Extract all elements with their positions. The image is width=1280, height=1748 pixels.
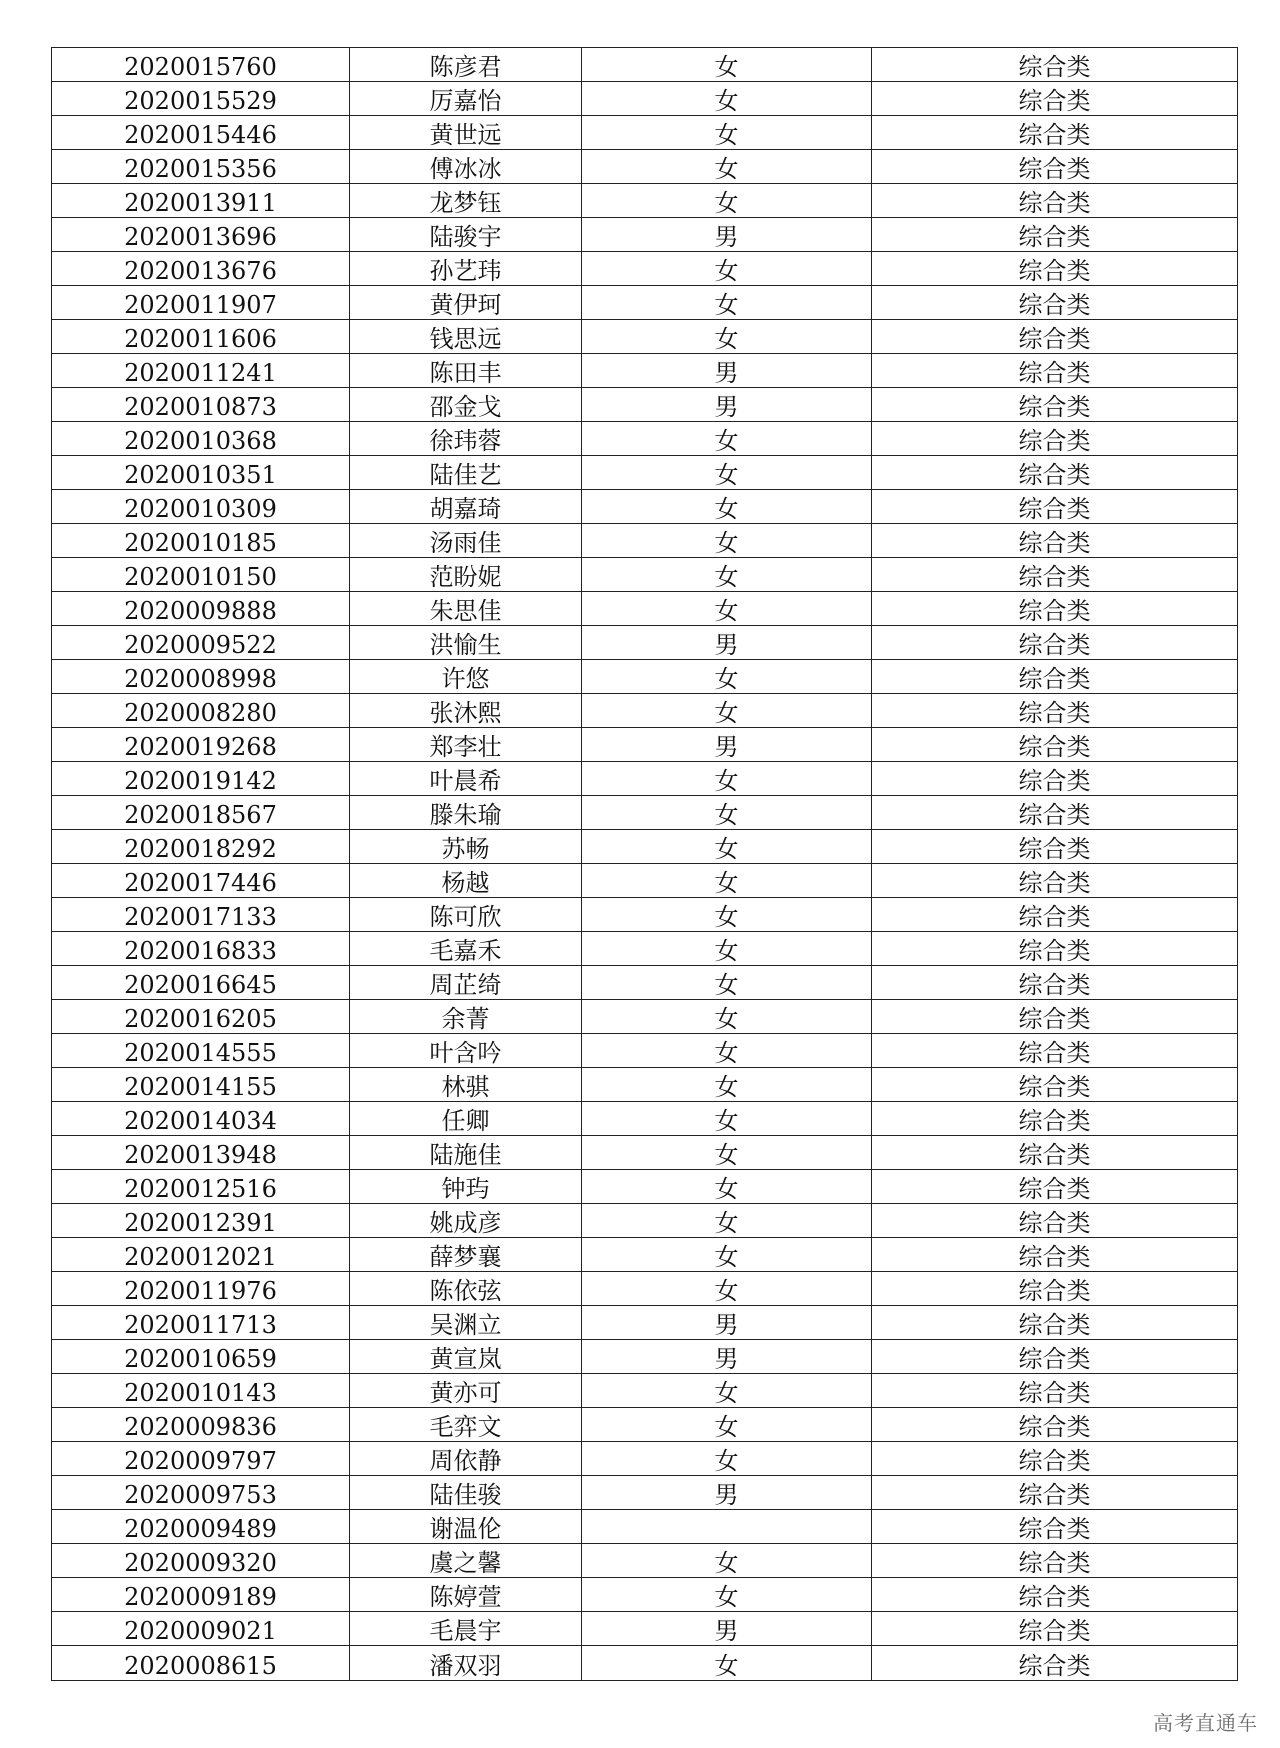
student-id-cell: 2020018567: [52, 796, 350, 830]
student-name-cell: 陈彦君: [350, 48, 582, 82]
category-cell: 综合类: [872, 796, 1238, 830]
student-name-cell: 苏畅: [350, 830, 582, 864]
student-id-cell: 2020009021: [52, 1612, 350, 1646]
student-id-cell: 2020010150: [52, 558, 350, 592]
student-name-cell: 黄亦可: [350, 1374, 582, 1408]
student-id-cell: 2020019142: [52, 762, 350, 796]
student-id-cell: 2020011976: [52, 1272, 350, 1306]
student-id-cell: 2020009522: [52, 626, 350, 660]
gender-cell: 女: [582, 1374, 872, 1408]
table-row: [52, 184, 1238, 218]
table-row: [52, 966, 1238, 1000]
student-name-cell: 张沐熙: [350, 694, 582, 728]
gender-cell: 女: [582, 558, 872, 592]
table-row: [52, 1306, 1238, 1340]
student-id-cell: 2020015446: [52, 116, 350, 150]
gender-cell: 女: [582, 694, 872, 728]
student-name-cell: 陆施佳: [350, 1136, 582, 1170]
gender-cell: 女: [582, 82, 872, 116]
category-cell: 综合类: [872, 1374, 1238, 1408]
student-name-cell: 郑李壮: [350, 728, 582, 762]
gender-cell: 男: [582, 1340, 872, 1374]
student-name-cell: 钱思远: [350, 320, 582, 354]
table-row: [52, 660, 1238, 694]
category-cell: 综合类: [872, 1170, 1238, 1204]
table-row: [52, 626, 1238, 660]
student-id-cell: 2020010873: [52, 388, 350, 422]
table-row: [52, 1612, 1238, 1646]
student-id-cell: 2020008615: [52, 1646, 350, 1681]
category-cell: 综合类: [872, 762, 1238, 796]
student-id-cell: 2020017446: [52, 864, 350, 898]
gender-cell: 男: [582, 354, 872, 388]
student-id-cell: 2020013696: [52, 218, 350, 252]
table-row: [52, 1476, 1238, 1510]
table-row: [52, 1646, 1238, 1681]
student-id-cell: 2020008280: [52, 694, 350, 728]
student-id-cell: 2020009489: [52, 1510, 350, 1544]
gender-cell: 女: [582, 184, 872, 218]
category-cell: 综合类: [872, 1646, 1238, 1681]
category-cell: 综合类: [872, 626, 1238, 660]
table-row: [52, 1340, 1238, 1374]
table-row: [52, 150, 1238, 184]
student-name-cell: 周芷绮: [350, 966, 582, 1000]
gender-cell: 女: [582, 524, 872, 558]
category-cell: 综合类: [872, 592, 1238, 626]
student-name-cell: 钟玙: [350, 1170, 582, 1204]
table-row: [52, 728, 1238, 762]
student-name-cell: 厉嘉怡: [350, 82, 582, 116]
category-cell: 综合类: [872, 1612, 1238, 1646]
roster-table-body: [52, 48, 1238, 1681]
student-id-cell: 2020010368: [52, 422, 350, 456]
table-row: [52, 422, 1238, 456]
student-name-cell: 毛晨宇: [350, 1612, 582, 1646]
student-name-cell: 徐玮蓉: [350, 422, 582, 456]
student-name-cell: 许悠: [350, 660, 582, 694]
student-name-cell: 陈可欣: [350, 898, 582, 932]
student-id-cell: 2020009753: [52, 1476, 350, 1510]
gender-cell: 女: [582, 1136, 872, 1170]
gender-cell: 女: [582, 116, 872, 150]
student-name-cell: 林骐: [350, 1068, 582, 1102]
category-cell: 综合类: [872, 1476, 1238, 1510]
table-row: [52, 252, 1238, 286]
gender-cell: 男: [582, 1612, 872, 1646]
category-cell: 综合类: [872, 218, 1238, 252]
table-row: [52, 1374, 1238, 1408]
category-cell: 综合类: [872, 932, 1238, 966]
table-row: [52, 830, 1238, 864]
category-cell: 综合类: [872, 116, 1238, 150]
table-row: [52, 932, 1238, 966]
student-name-cell: 陆佳艺: [350, 456, 582, 490]
student-name-cell: 洪愉生: [350, 626, 582, 660]
student-id-cell: 2020016645: [52, 966, 350, 1000]
category-cell: 综合类: [872, 150, 1238, 184]
student-name-cell: 滕朱瑜: [350, 796, 582, 830]
table-row: [52, 1544, 1238, 1578]
gender-cell: [582, 1510, 872, 1544]
category-cell: 综合类: [872, 694, 1238, 728]
student-name-cell: 陈田丰: [350, 354, 582, 388]
gender-cell: 女: [582, 490, 872, 524]
student-id-cell: 2020009320: [52, 1544, 350, 1578]
student-id-cell: 2020016205: [52, 1000, 350, 1034]
gender-cell: 男: [582, 1306, 872, 1340]
student-name-cell: 陈依弦: [350, 1272, 582, 1306]
category-cell: 综合类: [872, 1408, 1238, 1442]
student-name-cell: 黄世远: [350, 116, 582, 150]
student-id-cell: 2020009189: [52, 1578, 350, 1612]
student-name-cell: 周依静: [350, 1442, 582, 1476]
category-cell: 综合类: [872, 1272, 1238, 1306]
table-row: [52, 1238, 1238, 1272]
gender-cell: 女: [582, 1068, 872, 1102]
gender-cell: 女: [582, 1102, 872, 1136]
table-row: [52, 1170, 1238, 1204]
gender-cell: 女: [582, 966, 872, 1000]
category-cell: 综合类: [872, 1068, 1238, 1102]
category-cell: 综合类: [872, 48, 1238, 82]
table-row: [52, 1442, 1238, 1476]
table-row: [52, 1272, 1238, 1306]
category-cell: 综合类: [872, 1510, 1238, 1544]
gender-cell: 女: [582, 1000, 872, 1034]
gender-cell: 女: [582, 1034, 872, 1068]
admission-roster-table: [51, 47, 1238, 1681]
gender-cell: 女: [582, 592, 872, 626]
student-name-cell: 薛梦襄: [350, 1238, 582, 1272]
gender-cell: 女: [582, 660, 872, 694]
gender-cell: 女: [582, 1204, 872, 1238]
category-cell: 综合类: [872, 966, 1238, 1000]
gender-cell: 女: [582, 762, 872, 796]
gender-cell: 男: [582, 626, 872, 660]
student-id-cell: 2020015356: [52, 150, 350, 184]
gender-cell: 女: [582, 286, 872, 320]
student-name-cell: 叶含吟: [350, 1034, 582, 1068]
student-name-cell: 杨越: [350, 864, 582, 898]
gender-cell: 男: [582, 728, 872, 762]
student-id-cell: 2020014034: [52, 1102, 350, 1136]
table-row: [52, 48, 1238, 82]
student-name-cell: 余菁: [350, 1000, 582, 1034]
table-row: [52, 1034, 1238, 1068]
table-row: [52, 1102, 1238, 1136]
table-row: [52, 898, 1238, 932]
student-id-cell: 2020016833: [52, 932, 350, 966]
gender-cell: 女: [582, 150, 872, 184]
table-row: [52, 1510, 1238, 1544]
table-row: [52, 1000, 1238, 1034]
gender-cell: 女: [582, 1442, 872, 1476]
student-name-cell: 朱思佳: [350, 592, 582, 626]
category-cell: 综合类: [872, 286, 1238, 320]
table-row: [52, 524, 1238, 558]
student-name-cell: 叶晨希: [350, 762, 582, 796]
student-id-cell: 2020010659: [52, 1340, 350, 1374]
table-row: [52, 82, 1238, 116]
table-row: [52, 864, 1238, 898]
student-id-cell: 2020010351: [52, 456, 350, 490]
category-cell: 综合类: [872, 1238, 1238, 1272]
student-id-cell: 2020011241: [52, 354, 350, 388]
category-cell: 综合类: [872, 1034, 1238, 1068]
student-id-cell: 2020008998: [52, 660, 350, 694]
student-id-cell: 2020009797: [52, 1442, 350, 1476]
gender-cell: 女: [582, 796, 872, 830]
gender-cell: 女: [582, 252, 872, 286]
student-name-cell: 范盼妮: [350, 558, 582, 592]
student-name-cell: 陆骏宇: [350, 218, 582, 252]
student-name-cell: 虞之馨: [350, 1544, 582, 1578]
gender-cell: 女: [582, 1408, 872, 1442]
student-name-cell: 陈婷萱: [350, 1578, 582, 1612]
category-cell: 综合类: [872, 388, 1238, 422]
student-name-cell: 傅冰冰: [350, 150, 582, 184]
student-name-cell: 黄伊珂: [350, 286, 582, 320]
category-cell: 综合类: [872, 1136, 1238, 1170]
category-cell: 综合类: [872, 422, 1238, 456]
table-row: [52, 286, 1238, 320]
student-id-cell: 2020010185: [52, 524, 350, 558]
gender-cell: 女: [582, 1544, 872, 1578]
category-cell: 综合类: [872, 1204, 1238, 1238]
table-row: [52, 1408, 1238, 1442]
category-cell: 综合类: [872, 320, 1238, 354]
category-cell: 综合类: [872, 184, 1238, 218]
student-id-cell: 2020011907: [52, 286, 350, 320]
table-row: [52, 1068, 1238, 1102]
student-id-cell: 2020013948: [52, 1136, 350, 1170]
category-cell: 综合类: [872, 660, 1238, 694]
student-id-cell: 2020014155: [52, 1068, 350, 1102]
table-row: [52, 796, 1238, 830]
student-name-cell: 谢温伦: [350, 1510, 582, 1544]
gender-cell: 女: [582, 864, 872, 898]
gender-cell: 女: [582, 48, 872, 82]
student-name-cell: 胡嘉琦: [350, 490, 582, 524]
student-id-cell: 2020010309: [52, 490, 350, 524]
table-row: [52, 218, 1238, 252]
gender-cell: 女: [582, 898, 872, 932]
student-name-cell: 姚成彦: [350, 1204, 582, 1238]
table-row: [52, 354, 1238, 388]
gender-cell: 女: [582, 1170, 872, 1204]
student-id-cell: 2020012516: [52, 1170, 350, 1204]
student-id-cell: 2020011606: [52, 320, 350, 354]
table-row: [52, 320, 1238, 354]
gender-cell: 女: [582, 1238, 872, 1272]
category-cell: 综合类: [872, 490, 1238, 524]
student-name-cell: 孙艺玮: [350, 252, 582, 286]
category-cell: 综合类: [872, 830, 1238, 864]
student-id-cell: 2020009836: [52, 1408, 350, 1442]
student-id-cell: 2020018292: [52, 830, 350, 864]
student-name-cell: 陆佳骏: [350, 1476, 582, 1510]
table-row: [52, 592, 1238, 626]
category-cell: 综合类: [872, 1000, 1238, 1034]
student-id-cell: 2020010143: [52, 1374, 350, 1408]
category-cell: 综合类: [872, 864, 1238, 898]
table-row: [52, 490, 1238, 524]
gender-cell: 女: [582, 456, 872, 490]
gender-cell: 男: [582, 1476, 872, 1510]
source-watermark: 高考直通车: [1153, 1711, 1258, 1735]
category-cell: 综合类: [872, 1306, 1238, 1340]
category-cell: 综合类: [872, 728, 1238, 762]
table-row: [52, 456, 1238, 490]
table-row: [52, 1136, 1238, 1170]
category-cell: 综合类: [872, 1442, 1238, 1476]
student-name-cell: 邵金戈: [350, 388, 582, 422]
student-id-cell: 2020012021: [52, 1238, 350, 1272]
student-id-cell: 2020017133: [52, 898, 350, 932]
category-cell: 综合类: [872, 82, 1238, 116]
gender-cell: 女: [582, 320, 872, 354]
category-cell: 综合类: [872, 354, 1238, 388]
category-cell: 综合类: [872, 898, 1238, 932]
student-name-cell: 任卿: [350, 1102, 582, 1136]
table-row: [52, 558, 1238, 592]
category-cell: 综合类: [872, 1340, 1238, 1374]
student-id-cell: 2020013911: [52, 184, 350, 218]
student-name-cell: 毛弈文: [350, 1408, 582, 1442]
student-name-cell: 吴渊立: [350, 1306, 582, 1340]
category-cell: 综合类: [872, 558, 1238, 592]
category-cell: 综合类: [872, 1578, 1238, 1612]
student-id-cell: 2020011713: [52, 1306, 350, 1340]
student-id-cell: 2020012391: [52, 1204, 350, 1238]
category-cell: 综合类: [872, 1102, 1238, 1136]
gender-cell: 女: [582, 422, 872, 456]
gender-cell: 男: [582, 388, 872, 422]
table-row: [52, 762, 1238, 796]
gender-cell: 女: [582, 932, 872, 966]
gender-cell: 女: [582, 1272, 872, 1306]
student-id-cell: 2020015529: [52, 82, 350, 116]
gender-cell: 男: [582, 218, 872, 252]
table-row: [52, 1578, 1238, 1612]
gender-cell: 女: [582, 1578, 872, 1612]
student-name-cell: 毛嘉禾: [350, 932, 582, 966]
student-name-cell: 龙梦钰: [350, 184, 582, 218]
student-name-cell: 汤雨佳: [350, 524, 582, 558]
category-cell: 综合类: [872, 1544, 1238, 1578]
category-cell: 综合类: [872, 252, 1238, 286]
student-name-cell: 黄宣岚: [350, 1340, 582, 1374]
student-id-cell: 2020009888: [52, 592, 350, 626]
category-cell: 综合类: [872, 524, 1238, 558]
gender-cell: 女: [582, 830, 872, 864]
student-id-cell: 2020019268: [52, 728, 350, 762]
table-row: [52, 694, 1238, 728]
student-id-cell: 2020014555: [52, 1034, 350, 1068]
student-id-cell: 2020015760: [52, 48, 350, 82]
student-id-cell: 2020013676: [52, 252, 350, 286]
gender-cell: 女: [582, 1646, 872, 1681]
table-row: [52, 116, 1238, 150]
student-name-cell: 潘双羽: [350, 1646, 582, 1681]
category-cell: 综合类: [872, 456, 1238, 490]
table-row: [52, 1204, 1238, 1238]
table-row: [52, 388, 1238, 422]
